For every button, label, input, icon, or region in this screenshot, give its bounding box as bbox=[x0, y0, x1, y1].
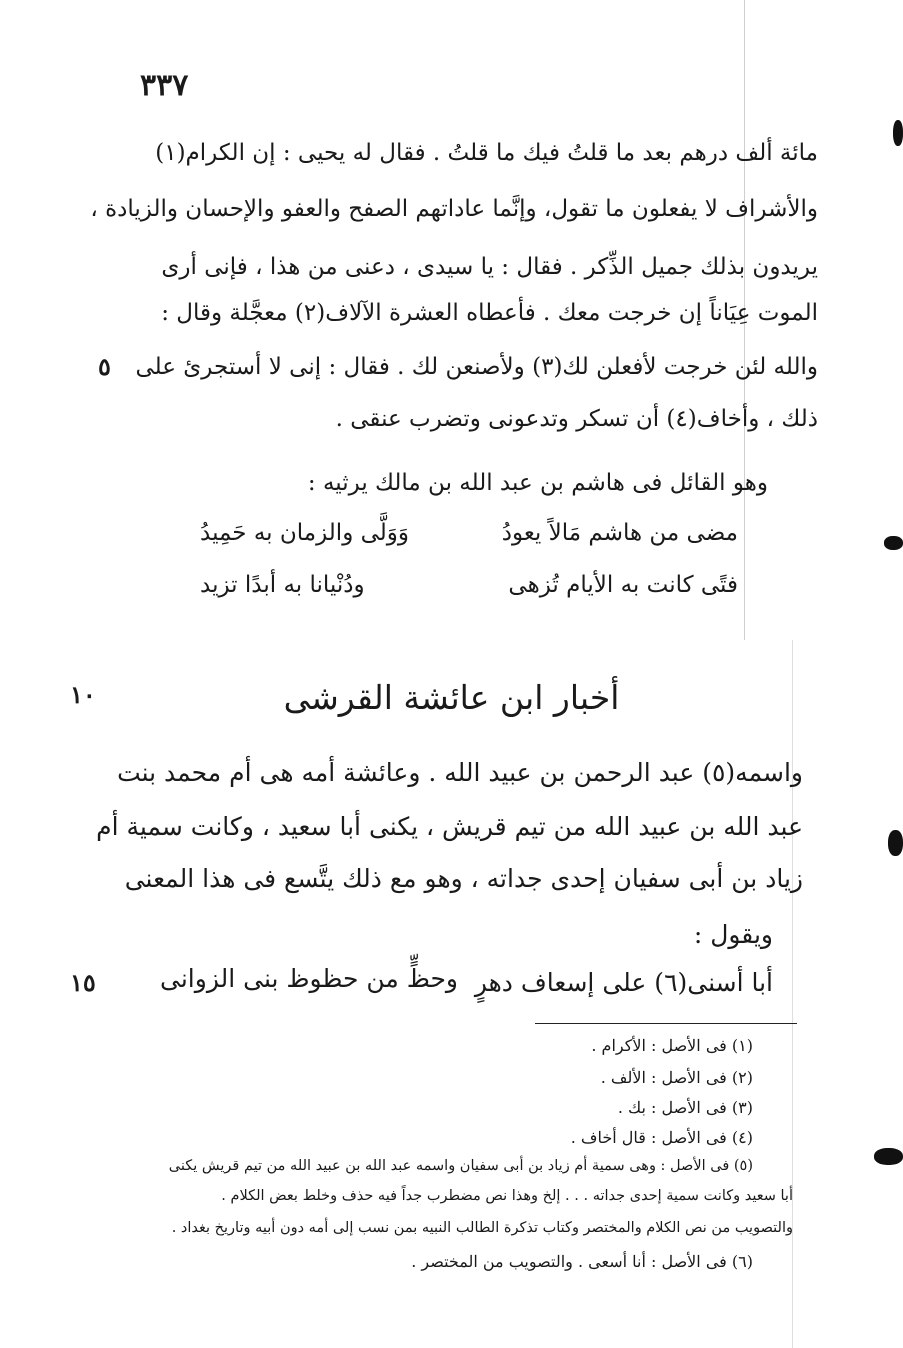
text-line: ذلك ، وأخاف(٤) أن تسكر وتدعونى وتضرب عنقى . bbox=[335, 406, 818, 432]
text-line: والأشراف لا يفعلون ما تقول، وإنَّما عاداتهم الصفح والعفو والإحسان والزيادة ، bbox=[90, 196, 818, 222]
text-line: ويقول : bbox=[693, 920, 773, 949]
ink-blot bbox=[884, 536, 903, 550]
footnote: (١) فى الأصل : الأكرام . bbox=[591, 1036, 753, 1055]
footnote: (٤) فى الأصل : قال أخاف . bbox=[570, 1128, 753, 1147]
page-number: ٣٣٧ bbox=[140, 68, 189, 103]
ink-blot bbox=[893, 120, 903, 146]
section-title: أخبار ابن عائشة القرشى bbox=[283, 678, 620, 717]
text-line: الموت عِيَاناً إن خرجت معك . فأعطاه العشرة الآلاف(٢) معجَّلة وقال : bbox=[161, 300, 818, 326]
footnote-continuation: والتصويب من نص الكلام والمختصر وكتاب تذكرة الطالب النبيه بمن نسب إلى أمه دون أبيه وتاريخ بغداد . bbox=[171, 1220, 793, 1236]
ink-blot bbox=[888, 830, 903, 856]
footnote: (٣) فى الأصل : بك . bbox=[617, 1098, 753, 1117]
footnote: (٢) فى الأصل : الألف . bbox=[600, 1068, 753, 1087]
footnote-continuation: أبا سعيد وكانت سمية إحدى جداته . . . إلخ وهذا نص مضطرب جداً فيه حذف وخلط بعض الكلام . bbox=[221, 1188, 793, 1204]
gutter-line bbox=[792, 640, 793, 1348]
line-number-15: ١٥ bbox=[70, 968, 96, 997]
verse-second-hemistich: وَوَلَّى والزمان به حَمِيدُ bbox=[200, 520, 409, 546]
footnote: (٥) فى الأصل : وهى سمية أم زياد بن أبى سفيان واسمه عبد الله بن عبيد الله من تيم قريش يكنى bbox=[168, 1158, 753, 1174]
intro-line: وهو القائل فى هاشم بن عبد الله بن مالك يرثيه : bbox=[307, 470, 768, 496]
footnote-separator bbox=[535, 1023, 797, 1024]
text-line: واسمه(٥) عبد الرحمن بن عبيد الله . وعائشة أمه هى أم محمد بنت bbox=[117, 758, 803, 787]
text-line: يريدون بذلك جميل الذِّكر . فقال : يا سيدى ، دعنى من هذا ، فإنى أرى bbox=[161, 254, 818, 280]
text-line: عبد الله بن عبيد الله من تيم قريش ، يكنى أبا سعيد ، وكانت سمية أم bbox=[96, 812, 803, 841]
text-line: والله لئن خرجت لأفعلن لك(٣) ولأصنعن لك . فقال : إنى لا أستجرئ على bbox=[135, 354, 818, 380]
footnote: (٦) فى الأصل : أنا أسعى . والتصويب من المختصر . bbox=[411, 1252, 753, 1271]
verse-first-hemistich: أبا أسنى(٦) على إسعاف دهرٍ bbox=[474, 968, 773, 997]
verse-first-hemistich: مضى من هاشم مَالاً يعودُ bbox=[501, 520, 738, 546]
line-number-10: ١٠ bbox=[70, 680, 96, 709]
text-line: زياد بن أبى سفيان إحدى جداته ، وهو مع ذلك يتَّسع فى هذا المعنى bbox=[124, 864, 803, 893]
text-line: مائة ألف درهم بعد ما قلتُ فيك ما قلتُ . فقال له يحيى : إن الكرام(١) bbox=[155, 140, 818, 166]
ink-blot bbox=[874, 1148, 903, 1165]
line-number-5: ٥ bbox=[98, 352, 111, 381]
verse-second-hemistich: وحظٍّ من حظوظ بنى الزوانى bbox=[160, 964, 458, 993]
verse-second-hemistich: ودُنْيانا به أبدًا تزيد bbox=[200, 572, 365, 598]
verse-first-hemistich: فتًى كانت به الأيام تُزهى bbox=[508, 572, 738, 598]
